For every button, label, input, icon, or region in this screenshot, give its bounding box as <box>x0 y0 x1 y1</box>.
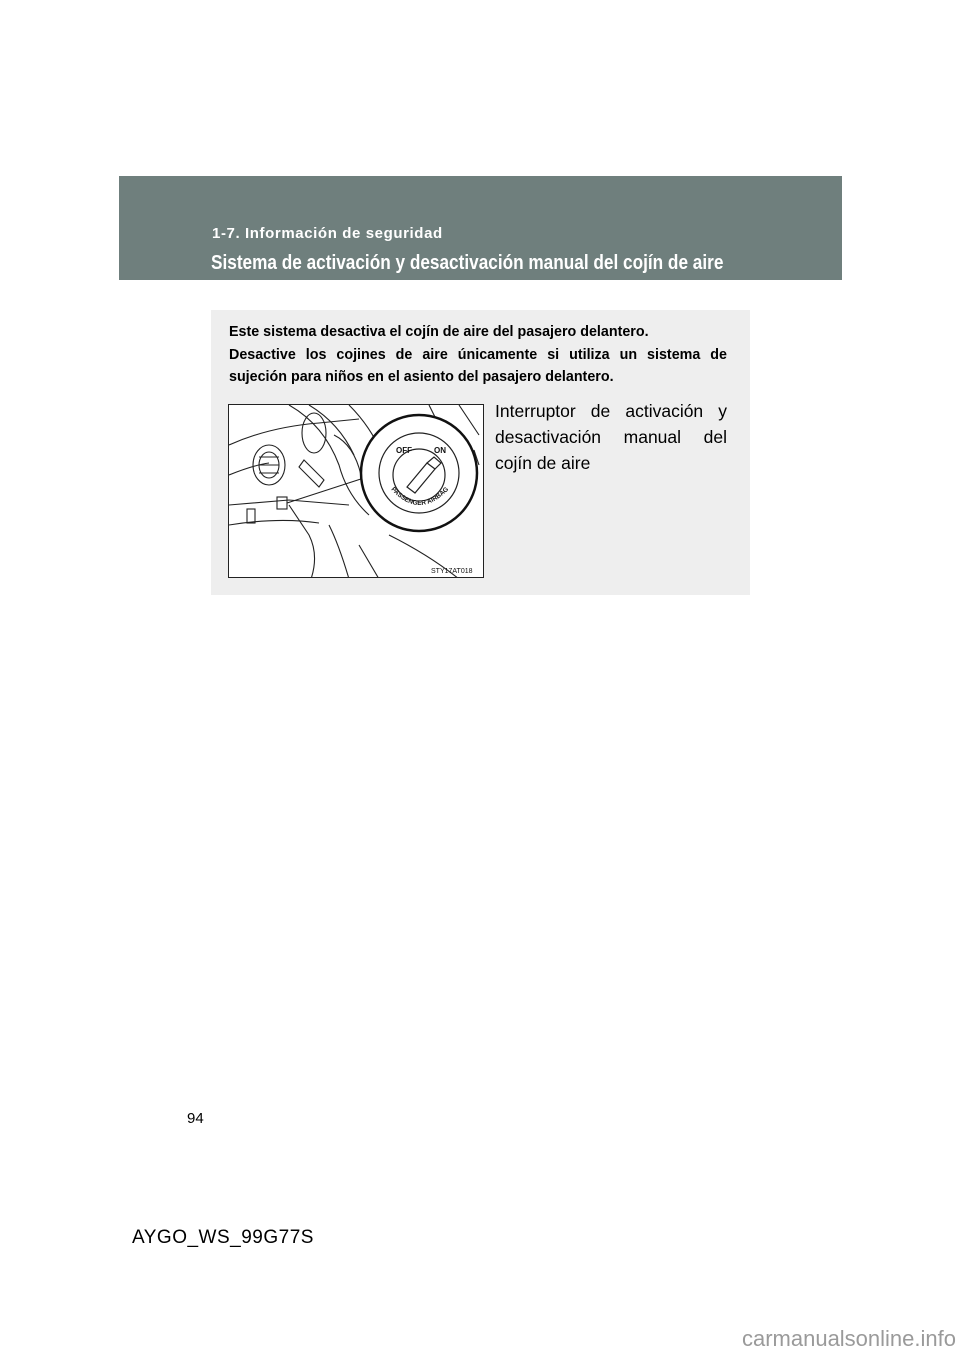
dashboard-drawing <box>229 405 484 578</box>
page-title: Sistema de activación y desactivación manual del cojín de aire <box>211 252 724 274</box>
section-label: 1-7. Información de seguridad <box>212 225 443 242</box>
figure-code: STY17AT018 <box>431 568 473 575</box>
page-number: 94 <box>187 1110 204 1127</box>
intro-line-2: Desactive los cojines de aire únicamente si utiliza un sistema de sujeción para niños en el asiento del pasajero delantero. <box>229 346 727 385</box>
figure-caption: Interruptor de activación y desactivación manual del cojín de aire <box>495 401 727 473</box>
document-code: AYGO_WS_99G77S <box>132 1227 314 1248</box>
switch-off-label: OFF <box>396 446 412 455</box>
intro-line-1: Este sistema desactiva el cojín de aire del pasajero delantero. <box>229 324 649 340</box>
dashboard-illustration <box>228 404 484 578</box>
intro-text <box>229 321 727 389</box>
watermark: carmanualsonline.info <box>741 1326 956 1351</box>
switch-label-path: PASSENGER AIRBAG <box>389 485 451 508</box>
switch-on-label: ON <box>434 446 446 455</box>
